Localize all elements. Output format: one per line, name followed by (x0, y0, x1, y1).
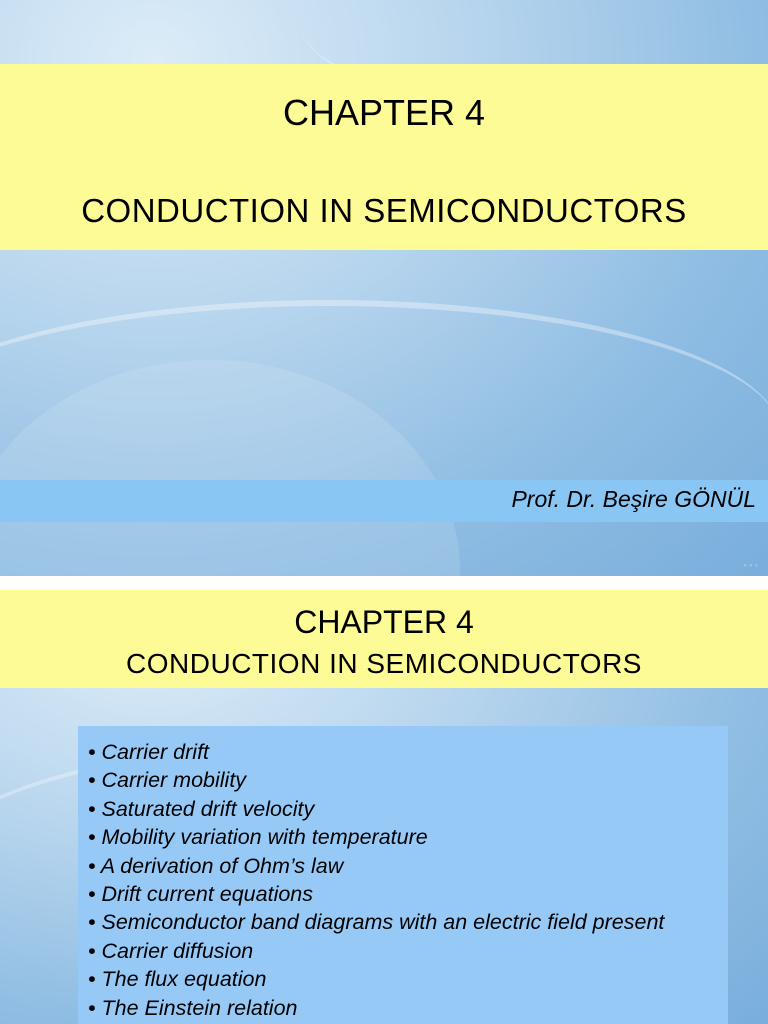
topic-item: • Saturated drift velocity (88, 796, 315, 821)
chapter-subtitle: CONDUCTION IN SEMICONDUCTORS (81, 192, 687, 229)
chapter-title: CHAPTER 4 (294, 604, 474, 640)
topic-item: • Carrier drift (88, 740, 210, 764)
topic-list-box (78, 726, 728, 1024)
watermark-logo: ◦ ◦ ◦ (743, 560, 758, 570)
topic-list (78, 726, 728, 1022)
contents-slide (0, 590, 768, 1024)
topic-item: • Mobility variation with temperature (88, 825, 428, 850)
topic-item: • The Einstein relation (88, 995, 298, 1020)
topic-item: • Drift current equations (88, 882, 314, 907)
chapter-subtitle: CONDUCTION IN SEMICONDUCTORS (126, 648, 642, 679)
topic-item: • The flux equation (88, 967, 267, 992)
topic-item: • Carrier mobility (88, 768, 247, 793)
topic-item: • Semiconductor band diagrams with an electric field present (88, 910, 665, 935)
topic-item: • A derivation of Ohm’s law (88, 853, 344, 878)
topic-item: • Carrier diffusion (88, 938, 254, 963)
author-bar (0, 480, 768, 522)
chapter-title: CHAPTER 4 (282, 92, 486, 133)
author-name: Prof. Dr. Beşire GÖNÜL (511, 486, 756, 512)
